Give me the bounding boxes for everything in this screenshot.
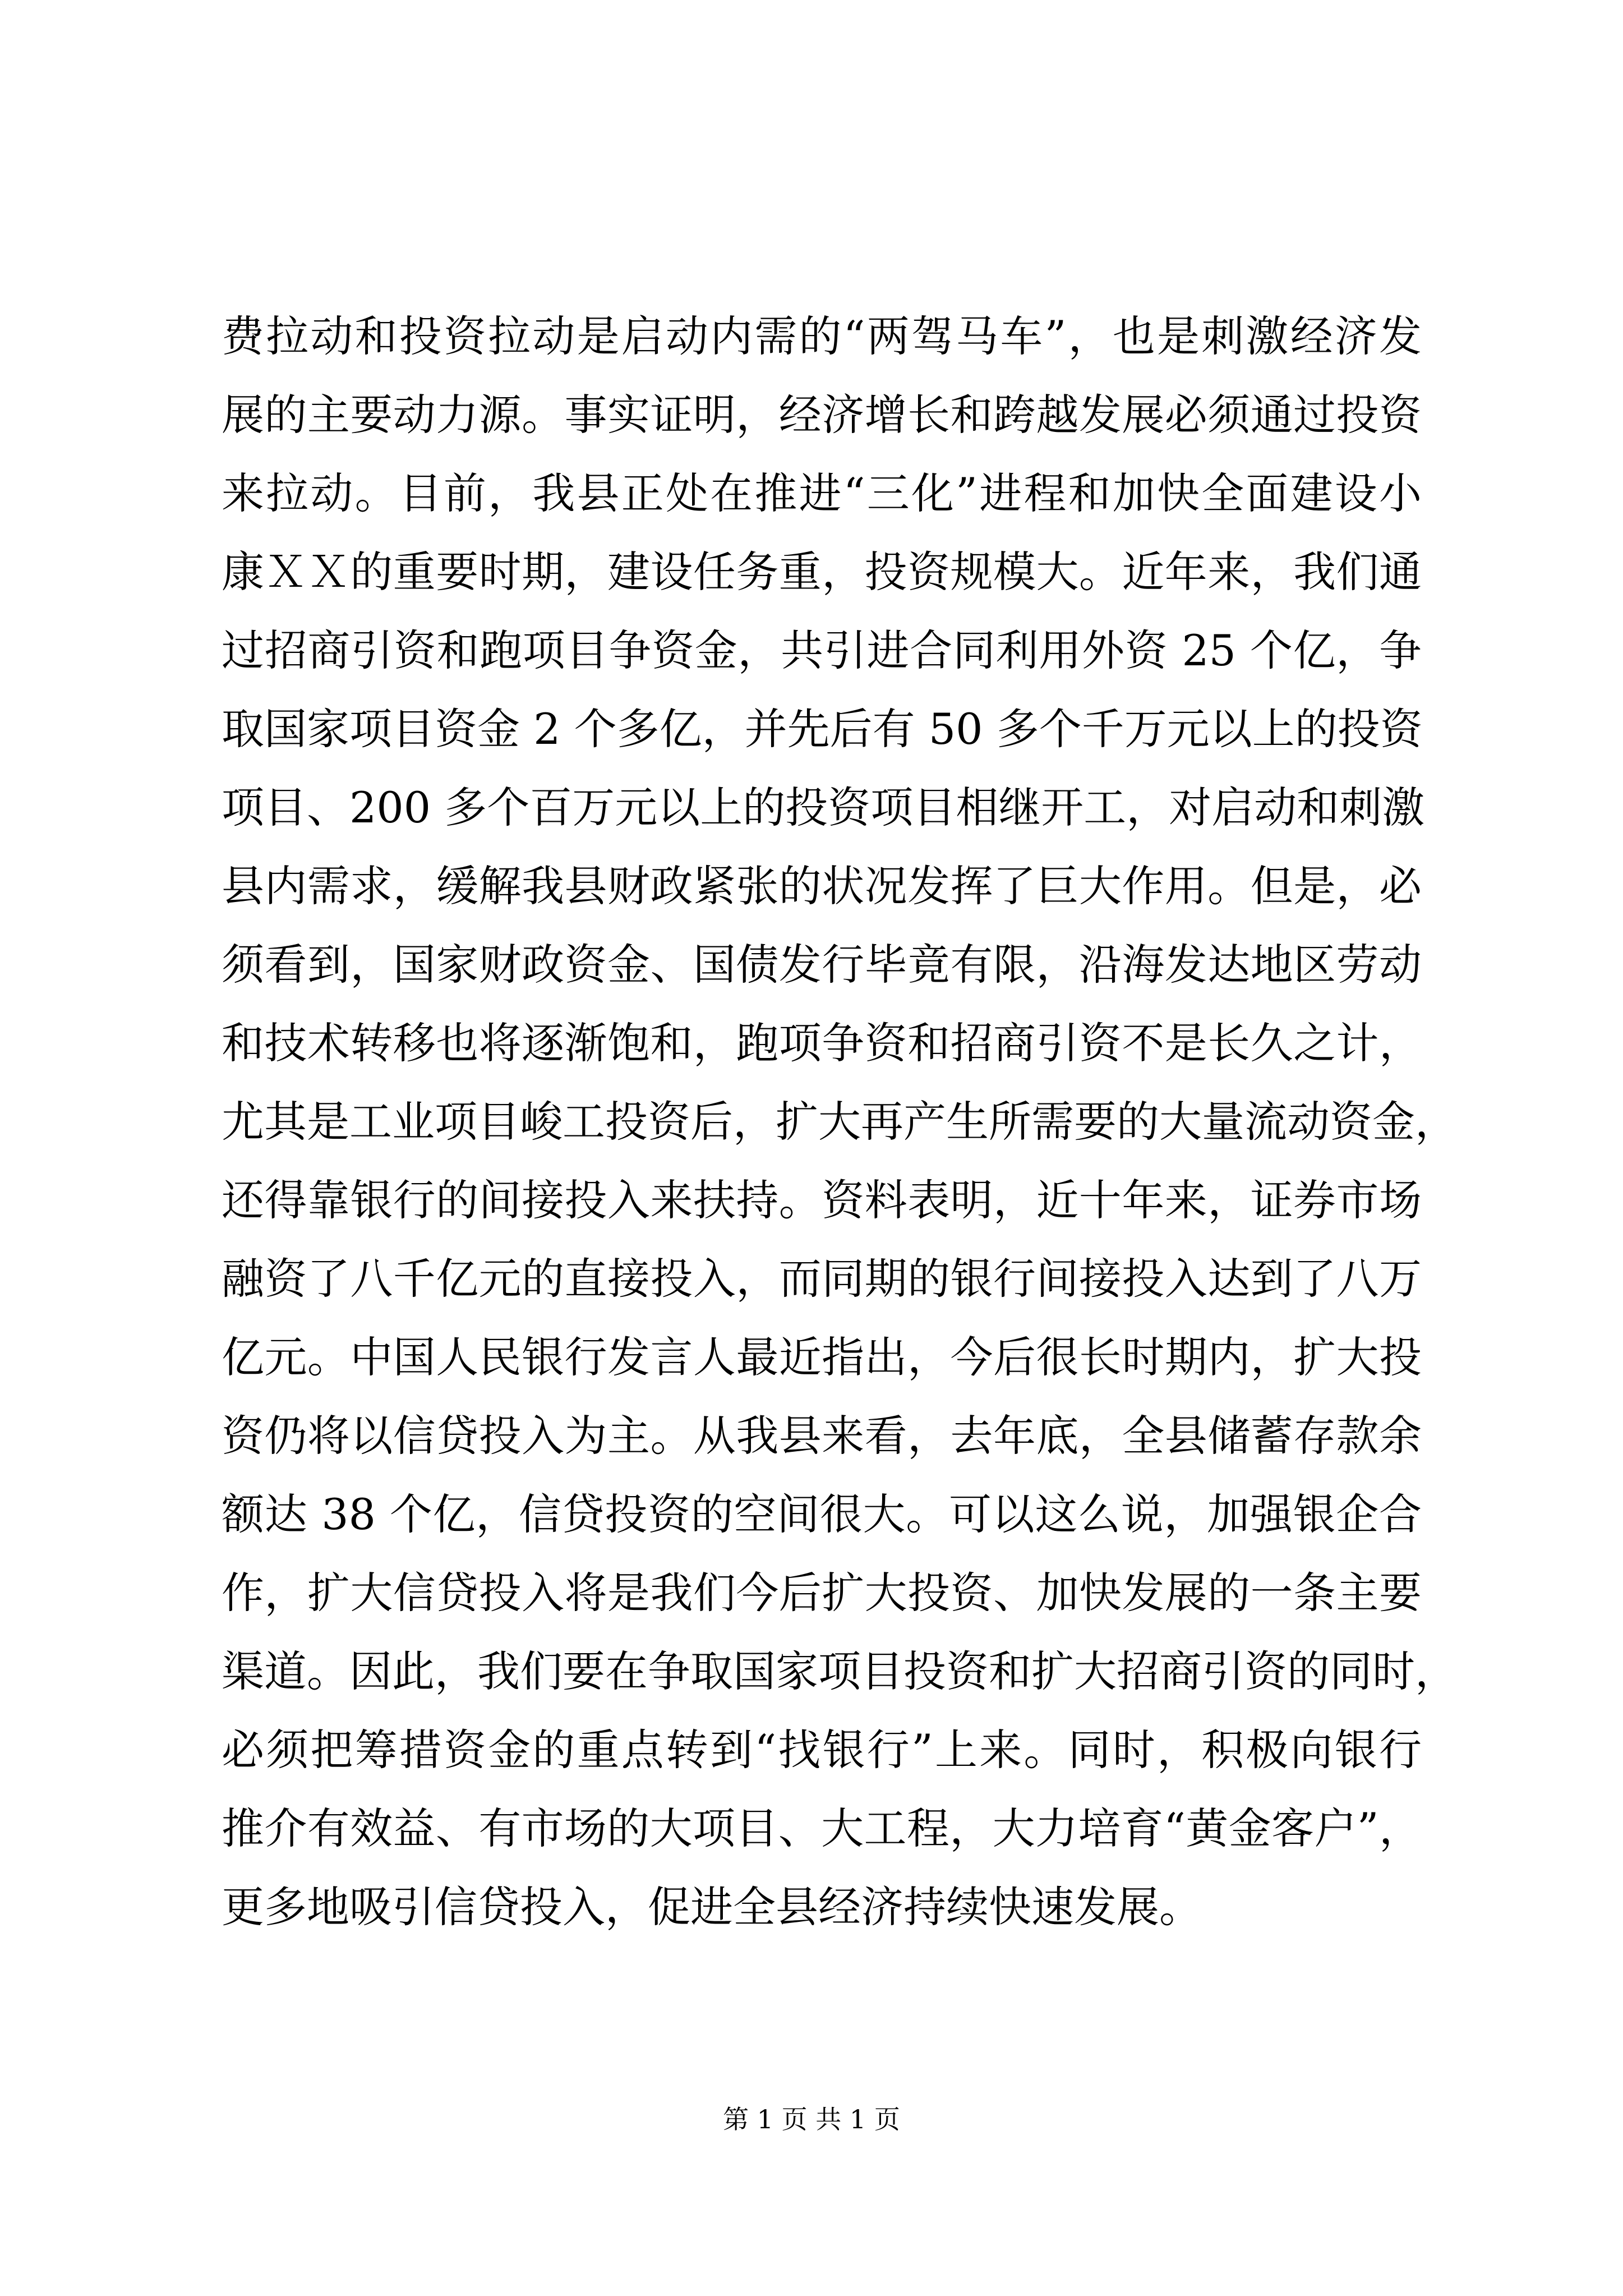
text-line: 亿元。中国人民银行发言人最近指出，今后很长时期内，扩大投 <box>222 1332 1422 1382</box>
text-line: 资仍将以信贷投入为主。从我县来看，去年底，全县储蓄存款余 <box>222 1411 1422 1461</box>
text-line: 项目、200 多个百万元以上的投资项目相继开工，对启动和刺激 <box>222 783 1425 832</box>
text-line: 费拉动和投资拉动是启动内需的“两驾马车”，也是刺激经济发 <box>222 311 1422 361</box>
body-paragraph <box>222 297 1458 1947</box>
text-line: 更多地吸引信贷投入，促进全县经济持续快速发展。 <box>222 1882 1202 1932</box>
text-line: 作，扩大信贷投入将是我们今后扩大投资、加快发展的一条主要 <box>222 1568 1422 1618</box>
text-line: 还得靠银行的间接投入来扶持。资料表明，近十年来，证券市场 <box>222 1175 1422 1225</box>
text-line: 渠道。因此，我们要在争取国家项目投资和扩大招商引资的同时， <box>222 1646 1458 1696</box>
text-line: 县内需求，缓解我县财政紧张的状况发挥了巨大作用。但是，必 <box>222 861 1422 911</box>
text-line: 推介有效益、有市场的大项目、大工程，大力培育“黄金客户”， <box>222 1803 1422 1853</box>
text-line: 须看到，国家财政资金、国债发行毕竟有限，沿海发达地区劳动 <box>222 940 1422 990</box>
page-number-footer: 第 1 页 共 1 页 <box>723 2104 900 2134</box>
text-line: 和技术转移也将逐渐饱和，跑项争资和招商引资不是长久之计， <box>222 1018 1422 1068</box>
text-line: 来拉动。目前，我县正处在推进“三化”进程和加快全面建设小 <box>222 468 1422 518</box>
text-line: 康ＸＸ的重要时期，建设任务重，投资规模大。近年来，我们通 <box>222 547 1422 597</box>
text-line: 融资了八千亿元的直接投入，而同期的银行间接投入达到了八万 <box>222 1254 1422 1304</box>
text-line: 过招商引资和跑项目争资金，共引进合同利用外资 25 个亿，争 <box>222 625 1422 675</box>
text-line: 展的主要动力源。事实证明，经济增长和跨越发展必须通过投资 <box>222 390 1422 440</box>
text-line: 必须把筹措资金的重点转到“找银行”上来。同时，积极向银行 <box>222 1725 1422 1775</box>
text-line: 尤其是工业项目峻工投资后，扩大再产生所需要的大量流动资金， <box>222 1097 1458 1147</box>
text-line: 额达 38 个亿，信贷投资的空间很大。可以这么说，加强银企合 <box>222 1489 1422 1539</box>
text-line: 取国家项目资金 2 个多亿，并先后有 50 多个千万元以上的投资 <box>222 704 1423 754</box>
